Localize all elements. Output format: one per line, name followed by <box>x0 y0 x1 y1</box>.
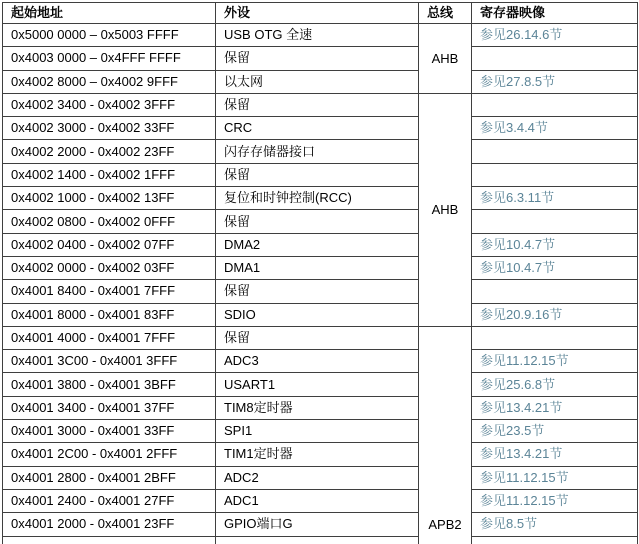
address-cell: 0x4001 2800 - 0x4001 2BFF <box>3 466 216 489</box>
col-header-bus: 总线 <box>419 3 472 24</box>
col-header-address: 起始地址 <box>3 3 216 24</box>
address-cell: 0x4001 2400 - 0x4001 27FF <box>3 489 216 512</box>
register-map-cell <box>472 466 638 489</box>
register-map-link[interactable]: 参见25.6.8节 <box>480 376 556 392</box>
address-cell: 0x4002 8000 – 0x4002 9FFF <box>3 70 216 93</box>
bus-label: AHB <box>431 202 459 218</box>
table-row <box>3 513 638 536</box>
register-map-link[interactable]: 参见26.14.6节 <box>480 27 563 43</box>
register-map-cell <box>472 350 638 373</box>
address-cell: 0x4001 8000 - 0x4001 83FF <box>3 303 216 326</box>
address-cell: 0x4001 2C00 - 0x4001 2FFF <box>3 443 216 466</box>
address-cell: 0x4001 2000 - 0x4001 23FF <box>3 513 216 536</box>
table-row <box>3 396 638 419</box>
table-row <box>3 93 638 116</box>
register-map-cell <box>472 443 638 466</box>
address-cell: 0x4002 1000 - 0x4002 13FF <box>3 187 216 210</box>
register-map-cell <box>472 536 638 544</box>
table-row <box>3 326 638 349</box>
address-cell: 0x4001 3000 - 0x4001 33FF <box>3 420 216 443</box>
register-map-link[interactable]: 参见11.12.15节 <box>480 493 569 509</box>
register-map-cell <box>472 326 638 349</box>
address-cell: 0x4002 3400 - 0x4002 3FFF <box>3 93 216 116</box>
address-cell: 0x4002 0400 - 0x4002 07FF <box>3 233 216 256</box>
peripheral-cell: TIM8定时器 <box>216 396 419 419</box>
table-row <box>3 140 638 163</box>
address-cell <box>3 536 216 544</box>
table-header <box>3 3 638 24</box>
peripheral-cell: 复位和时钟控制(RCC) <box>216 187 419 210</box>
table-row <box>3 489 638 512</box>
register-map-link[interactable]: 参见11.12.15节 <box>480 353 569 369</box>
peripheral-cell: 保留 <box>216 280 419 303</box>
peripheral-cell: 保留 <box>216 163 419 186</box>
col-header-register_map: 寄存器映像 <box>472 3 638 24</box>
col-header-peripheral: 外设 <box>216 3 419 24</box>
table-row <box>3 420 638 443</box>
register-map-link[interactable]: 参见23.5节 <box>480 423 545 439</box>
peripheral-cell: ADC1 <box>216 489 419 512</box>
register-map-link[interactable]: 参见10.4.7节 <box>480 260 556 276</box>
bus-label: APB2 <box>428 516 462 532</box>
peripheral-cell: SPI1 <box>216 420 419 443</box>
peripheral-cell: ADC3 <box>216 350 419 373</box>
bus-cell <box>419 93 472 326</box>
register-map-cell <box>472 373 638 396</box>
peripheral-cell: DMA1 <box>216 256 419 279</box>
register-map-link[interactable]: 参见10.4.7节 <box>480 236 556 252</box>
peripheral-cell <box>216 536 419 544</box>
address-cell: 0x4002 0000 - 0x4002 03FF <box>3 256 216 279</box>
register-map-cell <box>472 233 638 256</box>
table-row <box>3 256 638 279</box>
register-map-link[interactable]: 参见20.9.16节 <box>480 306 563 322</box>
address-cell: 0x4001 8400 - 0x4001 7FFF <box>3 280 216 303</box>
memory-map-table <box>2 2 638 544</box>
address-cell: 0x4001 3400 - 0x4001 37FF <box>3 396 216 419</box>
register-map-cell <box>472 140 638 163</box>
peripheral-cell: 保留 <box>216 326 419 349</box>
register-map-cell <box>472 489 638 512</box>
peripheral-cell: 保留 <box>216 47 419 70</box>
table-body <box>3 24 638 544</box>
table-row <box>3 536 638 544</box>
register-map-cell <box>472 47 638 70</box>
address-cell: 0x4001 3800 - 0x4001 3BFF <box>3 373 216 396</box>
register-map-link[interactable]: 参见3.4.4节 <box>480 120 548 136</box>
address-cell: 0x4003 0000 – 0x4FFF FFFF <box>3 47 216 70</box>
table-row <box>3 303 638 326</box>
register-map-cell <box>472 396 638 419</box>
register-map-cell <box>472 163 638 186</box>
peripheral-cell: DMA2 <box>216 233 419 256</box>
table-row <box>3 210 638 233</box>
peripheral-cell: TIM1定时器 <box>216 443 419 466</box>
table-row <box>3 233 638 256</box>
peripheral-cell: 闪存存储器接口 <box>216 140 419 163</box>
peripheral-cell: 保留 <box>216 210 419 233</box>
register-map-link[interactable]: 参见13.4.21节 <box>480 399 563 415</box>
register-map-cell <box>472 303 638 326</box>
peripheral-cell: CRC <box>216 117 419 140</box>
bus-cell <box>419 24 472 94</box>
address-cell: 0x4001 3C00 - 0x4001 3FFF <box>3 350 216 373</box>
peripheral-cell: 保留 <box>216 93 419 116</box>
register-map-cell <box>472 187 638 210</box>
register-map-link[interactable]: 参见11.12.15节 <box>480 469 569 485</box>
register-map-cell <box>472 117 638 140</box>
table-row <box>3 350 638 373</box>
bus-cell <box>419 326 472 544</box>
address-cell: 0x4002 1400 - 0x4002 1FFF <box>3 163 216 186</box>
register-map-cell <box>472 70 638 93</box>
register-map-cell <box>472 210 638 233</box>
register-map-cell <box>472 256 638 279</box>
table-row <box>3 187 638 210</box>
address-cell: 0x5000 0000 – 0x5003 FFFF <box>3 24 216 47</box>
table-row <box>3 280 638 303</box>
address-cell: 0x4002 2000 - 0x4002 23FF <box>3 140 216 163</box>
register-map-cell <box>472 420 638 443</box>
table-row <box>3 70 638 93</box>
address-cell: 0x4002 0800 - 0x4002 0FFF <box>3 210 216 233</box>
table-row <box>3 117 638 140</box>
register-map-cell <box>472 513 638 536</box>
table-row <box>3 24 638 47</box>
table-row <box>3 47 638 70</box>
register-map-link[interactable]: 参见8.5节 <box>480 516 538 532</box>
bus-label: AHB <box>431 50 459 66</box>
table-row <box>3 466 638 489</box>
header-row <box>3 3 638 24</box>
peripheral-cell: SDIO <box>216 303 419 326</box>
register-map-cell <box>472 280 638 303</box>
register-map-cell <box>472 24 638 47</box>
table-row <box>3 373 638 396</box>
peripheral-cell: ADC2 <box>216 466 419 489</box>
peripheral-cell: USB OTG 全速 <box>216 24 419 47</box>
address-cell: 0x4002 3000 - 0x4002 33FF <box>3 117 216 140</box>
table-row <box>3 443 638 466</box>
register-map-link[interactable]: 参见6.3.11节 <box>480 190 555 206</box>
register-map-link[interactable]: 参见13.4.21节 <box>480 446 563 462</box>
peripheral-cell: GPIO端口G <box>216 513 419 536</box>
table-row <box>3 163 638 186</box>
peripheral-cell: 以太网 <box>216 70 419 93</box>
peripheral-cell: USART1 <box>216 373 419 396</box>
address-cell: 0x4001 4000 - 0x4001 7FFF <box>3 326 216 349</box>
register-map-cell <box>472 93 638 116</box>
register-map-link[interactable]: 参见27.8.5节 <box>480 73 556 89</box>
